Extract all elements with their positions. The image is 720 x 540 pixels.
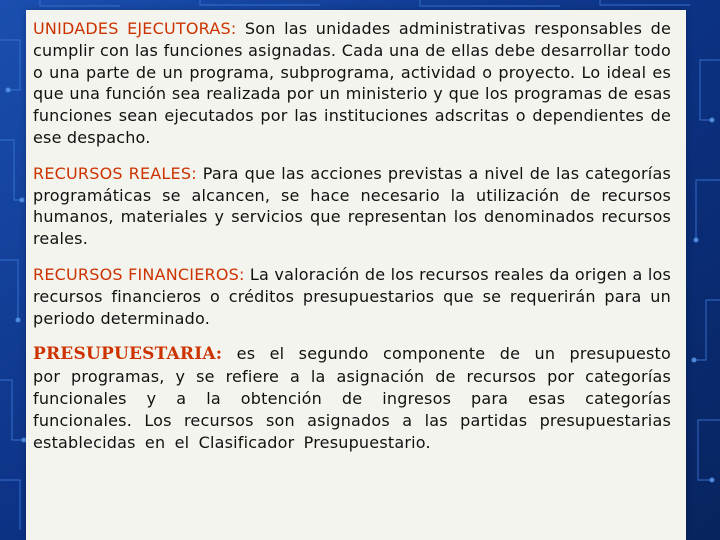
definition-presupuestaria: es el segundo componente de un presupuesto por programas, y se refiere a la asignación de recursos por categorías funcionales y a la obtención de ingresos para esas categorías funcionales. Los recursos son asignados a las partidas presupuestarias establecidas en el Clasificador Presupuestario. — [33, 344, 671, 452]
term-unidades-ejecutoras: UNIDADES EJECUTORAS: — [33, 19, 237, 38]
definition-recursos-reales: Para que las acciones previstas a nivel de las categorías programáticas se alcancen, se hace necesario la utilización de recursos humanos, materiales y servicios que representan los denominados recursos reales. — [33, 163, 671, 249]
term-presupuestaria: PRESUPUESTARIA: — [33, 344, 223, 365]
term-recursos-financieros: RECURSOS FINANCIEROS: — [33, 264, 245, 284]
paragraph-recursos-reales — [33, 163, 671, 250]
paragraph-unidades-ejecutoras — [33, 18, 671, 149]
slide-content — [33, 18, 671, 453]
term-recursos-reales: RECURSOS REALES: — [33, 163, 197, 183]
definition-unidades-ejecutoras: Son las unidades administrativas responsables de cumplir con las funciones asignadas. Cada una de ellas debe desarrollar todo o una parte de un programa, subprograma, actividad o proyecto. Lo ideal es que una función sea realizada por un ministerio y que los programas de esas funciones sean ejecutados por las instituciones adscritas o dependientes de ese despacho. — [33, 19, 672, 147]
definition-recursos-financieros: La valoración de los recursos reales da origen a los recursos financieros o créditos presupuestarios que se requerirán para un periodo determinado. — [33, 264, 671, 328]
paragraph-recursos-financieros — [33, 264, 671, 329]
paragraph-presupuestaria — [33, 343, 671, 453]
